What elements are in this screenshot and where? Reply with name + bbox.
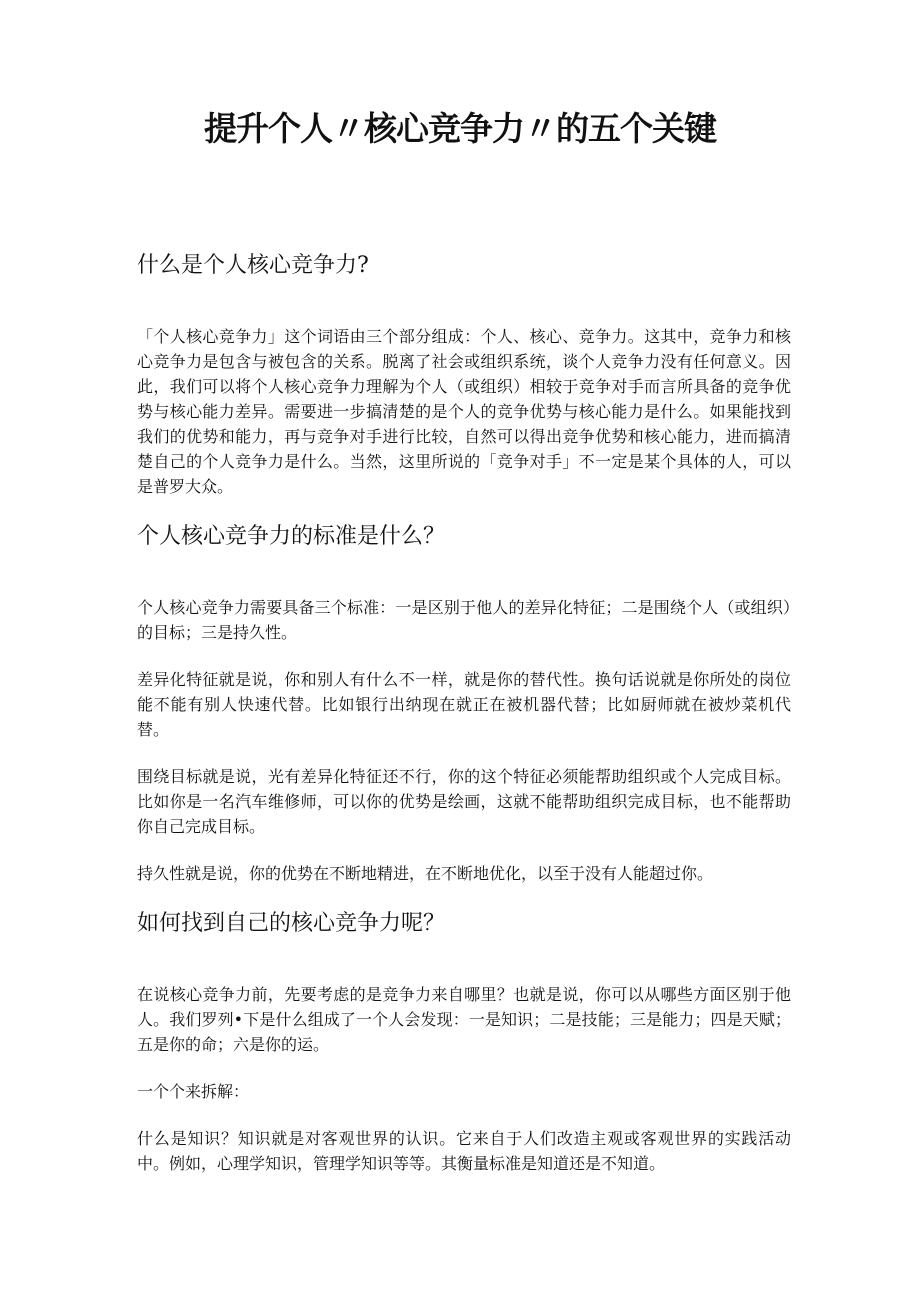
section-heading: 个人核心竞争力的标准是什么？ — [137, 524, 446, 549]
section-standards — [137, 521, 791, 886]
paragraph: 个人核心竞争力需要具备三个标准：一是区别于他人的差异化特征；二是围绕个人（或组织）的目标；三是持久性。 — [137, 598, 791, 642]
document-body — [137, 250, 791, 1198]
paragraph: 什么是知识？知识就是对客观世界的认识。它来自于人们改造主观或客观世界的实践活动中。例如，心理学知识，管理学知识等等。其衡量标准是知道还是不知道。 — [137, 1129, 791, 1173]
section-heading: 什么是个人核心竞争力? — [137, 253, 369, 278]
section-heading: 如何找到自己的核心竞争力呢？ — [137, 911, 446, 936]
paragraph: 差异化特征就是说，你和别人有什么不一样，就是你的替代性。换句话说就是你所处的岗位能不能有别人快速代替。比如银行出纳现在就正在被机器代替；比如厨师就在被炒菜机代替。 — [137, 670, 791, 739]
section-how-to-find — [137, 908, 791, 1176]
paragraph: 一个个来拆解： — [137, 1082, 250, 1101]
paragraph: 围绕目标就是说，光有差异化特征还不行，你的这个特征必须能帮助组织或个人完成目标。比如你是一名汽车维修师，可以你的优势是绘画，这就不能帮助组织完成目标，也不能帮助你自己完成目标。 — [137, 767, 791, 836]
section-what-is — [137, 250, 791, 499]
document-title: 提升个人〃核心竞争力〃的五个关键 — [204, 109, 716, 148]
paragraph: 持久性就是说，你的优势在不断地精进，在不断地优化，以至于没有人能超过你。 — [137, 864, 714, 883]
paragraph: 在说核心竞争力前，先要考虑的是竞争力来自哪里？也就是说，你可以从哪些方面区别于他人。我们罗列•下是什么组成了一个人会发现：一是知识；二是技能；三是能力；四是天赋；五是你的命；六是你的运。 — [137, 985, 791, 1054]
paragraph: 「个人核心竞争力」这个词语由三个部分组成：个人、核心、竞争力。这其中，竞争力和核心竞争力是包含与被包含的关系。脱离了社会或组织系统，谈个人竞争力没有任何意义。因此，我们可以将个人核心竞争力理解为个人（或组织）相较于竞争对手而言所具备的竞争优势与核心能力差异。需要进一步搞清楚的是个人的竞争优势与核心能力是什么。如果能找到我们的优势和能力，再与竞争对手进行比较，自然可以得出竞争优势和核心能力，进而搞清楚自己的个人竞争力是什么。当然，这里所说的「竞争对手」不一定是某个具体的人，可以是普罗大众。 — [137, 327, 791, 496]
